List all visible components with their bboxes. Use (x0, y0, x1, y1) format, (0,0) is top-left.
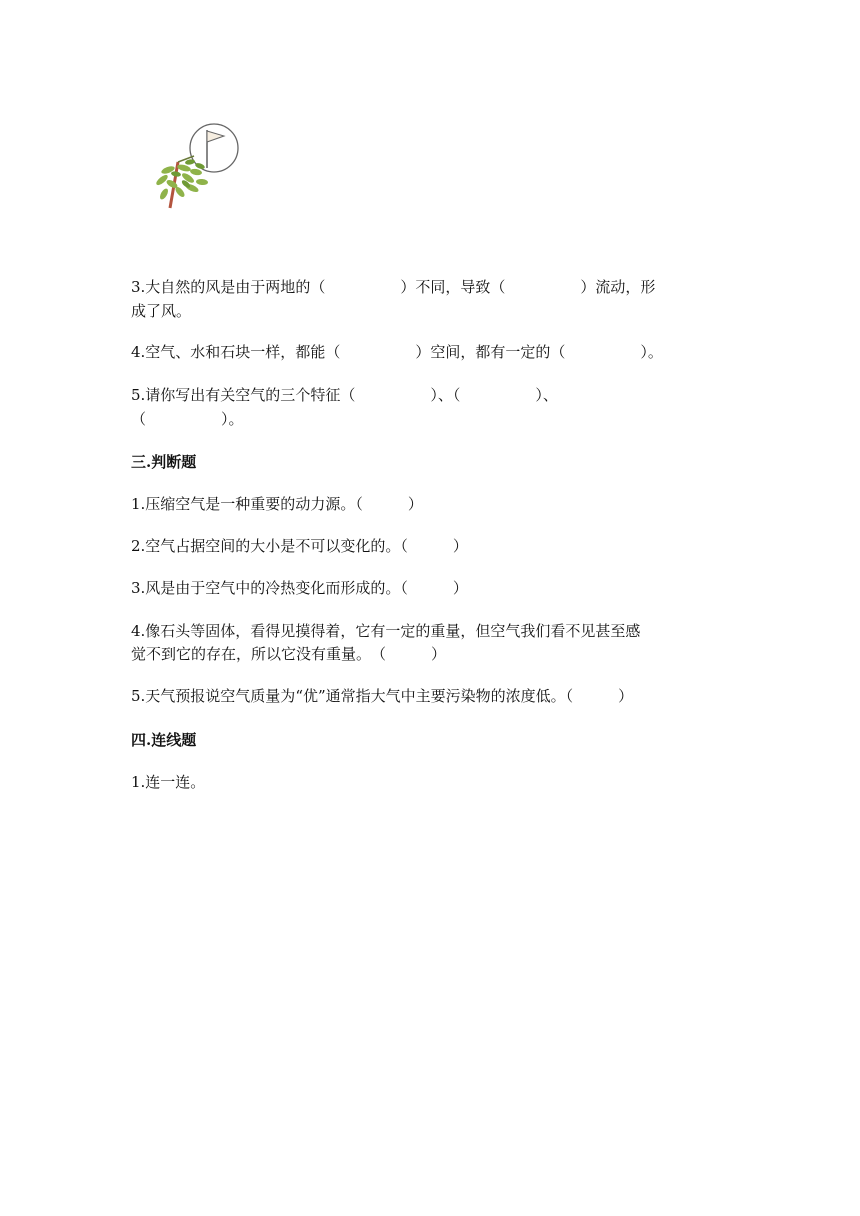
willow-flag-illustration (150, 122, 242, 212)
judge-item-4-line-1: 4.像石头等固体，看得见摸得着，它有一定的重量，但空气我们看不见甚至感 (131, 622, 641, 640)
judge-item-3: 3.风是由于空气中的冷热变化而形成的。（ ） (131, 579, 468, 597)
judge-item-5: 5.天气预报说空气质量为“优”通常指大气中主要污染物的浓度低。（ ） (131, 687, 634, 705)
judge-item-4-line-2: 觉不到它的存在，所以它没有重量。 （ ） (131, 645, 447, 663)
question-3-line-1: 3.大自然的风是由于两地的（ ）不同，导致（ ）流动，形 (131, 278, 656, 296)
judge-item-1: 1.压缩空气是一种重要的动力源。（ ） (131, 495, 423, 513)
section-heading-match: 四.连线题 (131, 731, 197, 749)
judge-item-2: 2.空气占据空间的大小是不可以变化的。（ ） (131, 537, 468, 555)
question-3-line-2: 成了风。 (131, 302, 192, 320)
section-heading-judge: 三.判断题 (131, 453, 197, 471)
question-5-line-1: 5.请你写出有关空气的三个特征（ ）、（ ）、 (131, 386, 558, 404)
question-5-line-2: （ ）。 (131, 410, 244, 428)
match-question-1: 1.连一连。 (131, 773, 206, 791)
question-4: 4.空气、水和石块一样，都能（ ）空间，都有一定的（ ）。 (131, 343, 663, 361)
